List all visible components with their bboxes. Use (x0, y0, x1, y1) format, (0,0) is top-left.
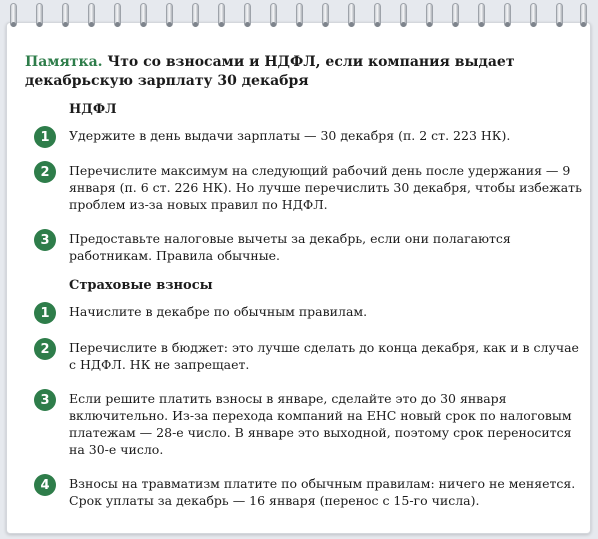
step-text: Перечислите в бюджет: это лучше сделать до конца декабря, как и в случае с НДФЛ. НК не запрещает. (69, 340, 579, 372)
spiral-ring-icon (114, 3, 121, 27)
spiral-ring-icon (88, 3, 95, 27)
memo-title-text: Что со взносами и НДФЛ, если компания выдает декабрьскую зарплату 30 декабря (25, 54, 515, 89)
step-number-badge: 1 (34, 302, 56, 324)
step-text: Удержите в день выдачи зарплаты — 30 декабря (п. 2 ст. 223 НК). (69, 128, 511, 143)
spiral-ring-icon (36, 3, 43, 27)
spiral-ring-icon (140, 3, 147, 27)
spiral-ring-icon (10, 3, 17, 27)
spiral-ring-icon (504, 3, 511, 27)
step-number-badge: 2 (34, 161, 56, 183)
spiral-ring-icon (478, 3, 485, 27)
spiral-ring-icon (580, 3, 587, 27)
spiral-ring-icon (426, 3, 433, 27)
spiral-ring-icon (296, 3, 303, 27)
memo-title (25, 53, 585, 91)
step-text: Если решите платить взносы в январе, сделайте это до 30 января включительно. Из-за перехода компаний на ЕНС новый срок по налоговым платежам — 28-е число. В январе это выходной, поэтому срок переносится на 30-е число. (69, 391, 572, 457)
memo-label: Памятка. (25, 54, 103, 70)
step-text: Перечислите максимум на следующий рабочий день после удержания — 9 января (п. 6 ст. 226 НК). Но лучше перечислить 30 декабря, чтобы избежать проблем из-за новых правил по НДФЛ. (69, 163, 582, 212)
step-text: Предоставьте налоговые вычеты за декабрь, если они полагаются работникам. Правила обычные. (69, 231, 511, 263)
spiral-binding (10, 0, 588, 34)
spiral-ring-icon (166, 3, 173, 27)
section-heading-insurance: Страховые взносы (69, 278, 213, 293)
spiral-ring-icon (62, 3, 69, 27)
spiral-ring-icon (270, 3, 277, 27)
step-text: Начислите в декабре по обычным правилам. (69, 304, 368, 319)
spiral-ring-icon (244, 3, 251, 27)
spiral-ring-icon (374, 3, 381, 27)
spiral-ring-icon (322, 3, 329, 27)
step-number-badge: 3 (34, 229, 56, 251)
spiral-ring-icon (218, 3, 225, 27)
step-number-badge: 2 (34, 338, 56, 360)
step-text: Взносы на травматизм платите по обычным правилам: ничего не меняется. Срок уплаты за декабрь — 16 января (перенос с 15-го числа). (69, 476, 576, 508)
spiral-ring-icon (556, 3, 563, 27)
section-heading-ndfl: НДФЛ (69, 102, 117, 117)
spiral-ring-icon (348, 3, 355, 27)
spiral-ring-icon (400, 3, 407, 27)
spiral-ring-icon (192, 3, 199, 27)
spiral-ring-icon (530, 3, 537, 27)
step-number-badge: 1 (34, 126, 56, 148)
step-number-badge: 3 (34, 389, 56, 411)
spiral-ring-icon (452, 3, 459, 27)
step-number-badge: 4 (34, 474, 56, 496)
